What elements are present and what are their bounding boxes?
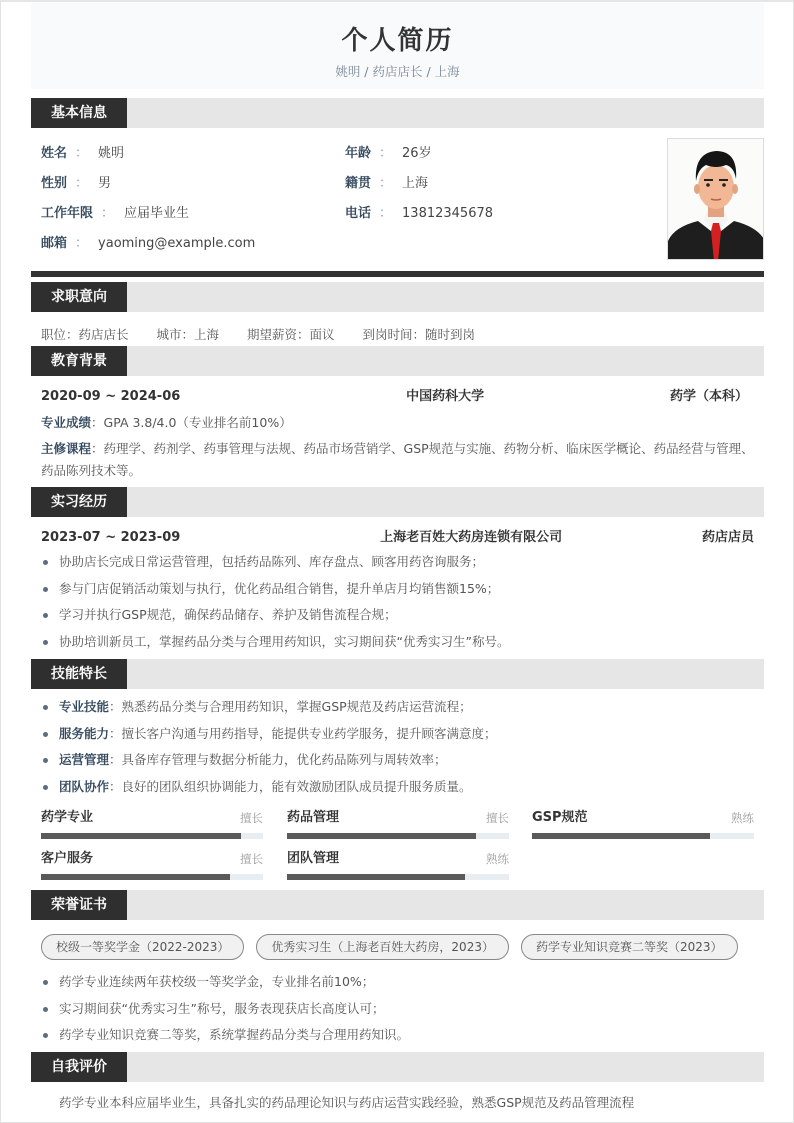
skills-list	[31, 694, 764, 800]
field-label: 姓名	[41, 146, 68, 161]
internship-company: 上海老百姓大药房连锁有限公司	[380, 530, 563, 545]
skill-bar-track	[287, 833, 509, 839]
section-title: 自我评价	[31, 1052, 127, 1082]
education-header	[31, 376, 764, 406]
list-item: 参与门店促销活动策划与执行，优化药品组合销售，提升单店月均销售额15%；	[41, 576, 764, 603]
list-item	[41, 774, 764, 801]
intent-position: 职位：药店店长	[41, 327, 129, 342]
skill-label: 服务能力	[59, 725, 110, 741]
list-item: 学习并执行GSP规范，确保药品储存、养护及销售流程合规；	[41, 602, 764, 629]
skill-bar	[41, 849, 263, 880]
gpa-value: ：GPA 3.8/4.0（专业排名前10%）	[91, 415, 292, 430]
field-name	[41, 145, 124, 163]
job-intent	[31, 312, 764, 346]
list-item: 药学专业知识竞赛二等奖，系统掌握药品分类与合理用药知识。	[41, 1022, 764, 1049]
skill-bar-track	[41, 833, 263, 839]
section-education	[31, 346, 764, 376]
list-item: 药学专业连续两年获校级一等奖学金，专业排名前10%；	[41, 969, 764, 996]
education-period: 2020-09 ~ 2024-06	[41, 389, 181, 404]
courses-label: 主修课程	[41, 441, 92, 456]
list-item: 实习期间获“优秀实习生”称号，服务表现获店长高度认可；	[41, 996, 764, 1023]
field-age	[345, 145, 432, 163]
field-hometown	[345, 175, 428, 193]
skill-bar	[287, 808, 509, 839]
field-value: 姚明	[98, 146, 125, 161]
skill-bar-name: 药品管理	[287, 810, 340, 825]
honors-list	[31, 969, 764, 1049]
skill-label: 团队协作	[59, 778, 110, 794]
skill-bar-track	[532, 833, 754, 839]
section-self-evaluation	[31, 1052, 764, 1082]
skill-bar	[287, 849, 509, 880]
section-internship	[31, 487, 764, 517]
internship-role: 药店店员	[701, 530, 754, 545]
section-basic-info	[31, 98, 764, 128]
skill-bar-level: 擅长	[240, 852, 263, 866]
education-degree: 药学（本科）	[669, 389, 748, 404]
skill-bar-level: 擅长	[486, 811, 509, 825]
avatar-photo	[667, 138, 764, 260]
skill-bar-level: 熟练	[486, 852, 509, 866]
skill-bar	[41, 808, 263, 839]
colon: ：	[75, 176, 89, 191]
field-value: 男	[98, 176, 112, 191]
colon: ：	[101, 206, 115, 221]
field-value: 26岁	[402, 146, 432, 161]
field-label: 工作年限	[41, 206, 94, 221]
field-label: 电话	[345, 206, 372, 221]
self-evaluation-text: 药学专业本科应届毕业生，具备扎实的药品理论知识与药店运营实践经验，熟悉GSP规范及药品管理流程	[59, 1094, 635, 1110]
skill-text: ：具备库存管理与数据分析能力，优化药品陈列与周转效率；	[109, 752, 447, 767]
avatar-illustration-icon	[668, 139, 764, 260]
field-label: 籍贯	[345, 176, 372, 191]
education-gpa	[31, 412, 764, 434]
honor-chip: 优秀实习生（上海老百姓大药房，2023）	[256, 934, 509, 960]
field-value: 13812345678	[402, 206, 494, 221]
list-item: 协助店长完成日常运营管理，包括药品陈列、库存盘点、顾客用药咨询服务；	[41, 549, 764, 576]
field-email	[41, 235, 255, 253]
skill-bar-name: 客户服务	[41, 851, 94, 866]
page-title: 个人简历	[341, 26, 454, 56]
skill-bar-name: 团队管理	[287, 851, 340, 866]
internship-header	[31, 517, 764, 547]
field-value: yaoming@example.com	[98, 236, 256, 251]
section-title: 实习经历	[31, 487, 127, 517]
section-title: 技能特长	[31, 659, 127, 689]
basic-info	[31, 128, 764, 288]
skill-bar-track	[41, 874, 263, 880]
resume-header	[31, 3, 764, 89]
section-honors	[31, 890, 764, 920]
field-experience	[41, 205, 189, 223]
list-item	[41, 721, 764, 748]
skill-bar-level: 熟练	[731, 811, 754, 825]
internship-list	[31, 549, 764, 655]
intent-city: 城市：上海	[156, 327, 220, 342]
colon: ：	[379, 176, 393, 191]
skill-bar-fill	[287, 833, 476, 839]
honor-chip: 校级一等奖学金（2022-2023）	[41, 934, 244, 960]
honor-chip: 药学专业知识竞赛二等奖（2023）	[521, 934, 738, 960]
skill-bar-name: 药学专业	[41, 810, 94, 825]
field-phone	[345, 205, 493, 223]
field-value: 应届毕业生	[124, 206, 190, 221]
skill-text: ：擅长客户沟通与用药指导，能提供专业药学服务，提升顾客满意度；	[109, 725, 497, 741]
colon: ：	[75, 146, 89, 161]
field-label: 性别	[41, 176, 68, 191]
skill-bars	[31, 808, 764, 890]
skill-bar-name: GSP规范	[532, 810, 588, 825]
skill-text: ：良好的团队组织协调能力，能有效激励团队成员提升服务质量。	[109, 778, 472, 794]
divider	[31, 271, 764, 277]
courses-value: ：药理学、药剂学、药事管理与法规、药品市场营销学、GSP规范与实施、药物分析、临床医学概论、药品经营与管理、药品陈列技术等。	[41, 441, 754, 478]
list-item	[41, 747, 764, 774]
field-gender	[41, 175, 111, 193]
skill-bar-fill	[41, 874, 230, 880]
education-school: 中国药科大学	[406, 389, 485, 404]
intent-arrival: 到岗时间：随时到岗	[362, 327, 476, 342]
colon: ：	[75, 236, 89, 251]
field-value: 上海	[402, 176, 429, 191]
skill-label: 运营管理	[59, 752, 110, 767]
section-title: 基本信息	[31, 98, 127, 128]
skill-bar	[532, 808, 754, 839]
section-title: 荣誉证书	[31, 890, 127, 920]
section-title: 求职意向	[31, 282, 127, 312]
list-item: 协助培训新员工，掌握药品分类与合理用药知识，实习期间获“优秀实习生”称号。	[41, 629, 764, 656]
resume-page	[31, 0, 764, 1112]
list-item	[41, 694, 764, 721]
field-label: 邮箱	[41, 236, 68, 251]
honor-chips	[31, 920, 764, 960]
intent-salary: 期望薪资：面议	[247, 327, 335, 342]
field-label: 年龄	[345, 146, 372, 161]
colon: ：	[379, 206, 393, 221]
internship-period: 2023-07 ~ 2023-09	[41, 530, 181, 545]
colon: ：	[379, 146, 393, 161]
page-subtitle: 姚明 / 药店店长 / 上海	[335, 64, 460, 79]
section-title: 教育背景	[31, 346, 127, 376]
section-skills	[31, 659, 764, 689]
section-job-intent	[31, 282, 764, 312]
skill-bar-level: 擅长	[240, 811, 263, 825]
education-courses	[31, 438, 764, 482]
skill-label: 专业技能	[59, 699, 110, 714]
skill-bar-fill	[287, 874, 465, 880]
skill-bar-fill	[41, 833, 241, 839]
gpa-label: 专业成绩	[41, 415, 92, 430]
skill-text: ：熟悉药品分类与合理用药知识，掌握GSP规范及药店运营流程；	[109, 699, 472, 714]
skill-bar-track	[287, 874, 509, 880]
skill-bar-fill	[532, 833, 710, 839]
